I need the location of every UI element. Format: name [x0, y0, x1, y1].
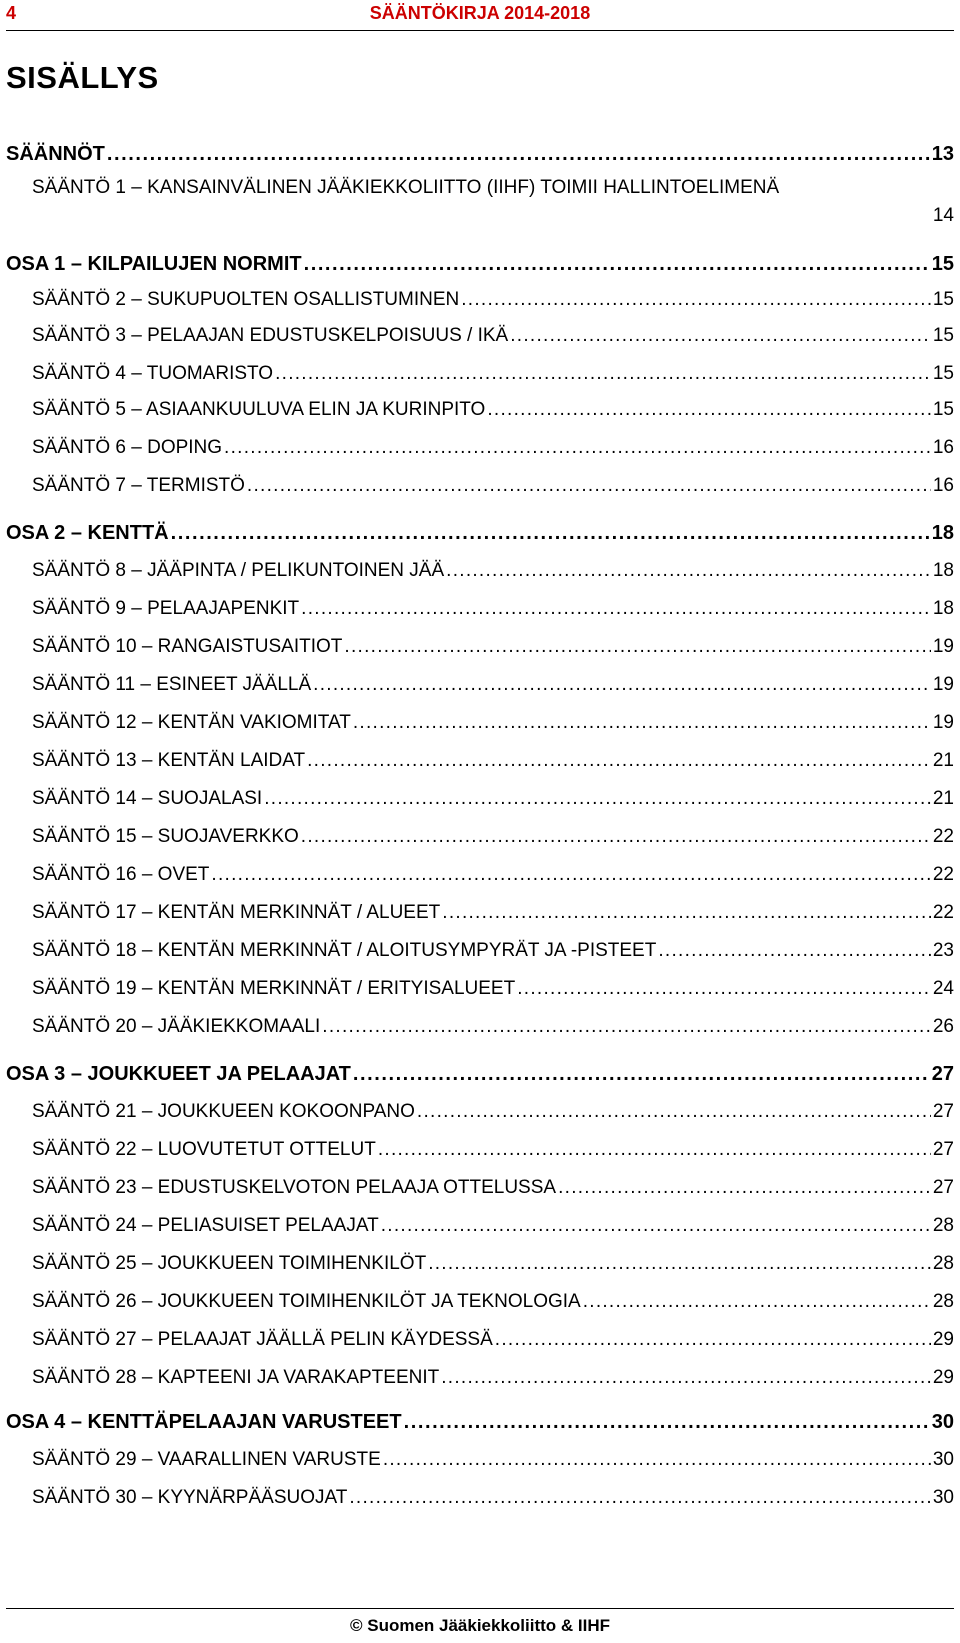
- toc-entry-label: SÄÄNTÖ 18 – KENTÄN MERKINNÄT / ALOITUSYMPYRÄT JA -PISTEET: [32, 940, 657, 961]
- toc-entry-page: 27: [932, 1177, 954, 1198]
- toc-entry[interactable]: [6, 788, 954, 814]
- toc-entry-page: 15: [932, 325, 954, 346]
- toc-leader-dots: [304, 253, 930, 276]
- toc-entry-label: SÄÄNTÖ 4 – TUOMARISTO: [32, 363, 274, 384]
- toc-entry-page: 18: [932, 598, 954, 619]
- toc-entry-page: 19: [932, 636, 954, 657]
- toc-entry-label: SÄÄNTÖ 29 – VAARALLINEN VARUSTE: [32, 1449, 381, 1470]
- toc-leader-dots: [301, 598, 931, 620]
- toc-leader-dots: [510, 325, 931, 347]
- toc-entry-page: 23: [932, 940, 954, 961]
- toc-entry-label: SÄÄNTÖ 13 – KENTÄN LAIDAT: [32, 750, 306, 771]
- toc-entry[interactable]: [6, 1101, 954, 1127]
- toc-section-heading[interactable]: [6, 1411, 954, 1437]
- toc-entry-label: SÄÄNTÖ 2 – SUKUPUOLTEN OSALLISTUMINEN: [32, 289, 460, 310]
- toc-entry-page: 22: [932, 902, 954, 923]
- toc-entry-label: SÄÄNTÖ 26 – JOUKKUEEN TOIMIHENKILÖT JA TEKNOLOGIA: [32, 1291, 581, 1312]
- toc-entry-label: SÄÄNTÖ 10 – RANGAISTUSAITIOT: [32, 636, 343, 657]
- toc-leader-dots: [264, 788, 931, 810]
- toc-entry-page: 27: [932, 1101, 954, 1122]
- toc-leader-dots: [344, 636, 930, 658]
- toc-section-heading[interactable]: [6, 253, 954, 279]
- toc-leader-dots: [517, 978, 931, 1000]
- toc-section-heading[interactable]: [6, 522, 954, 548]
- toc-entry-page: 19: [932, 712, 954, 733]
- toc-leader-dots: [417, 1101, 931, 1123]
- toc-entry[interactable]: [6, 363, 954, 389]
- toc-leader-dots: [441, 1367, 931, 1389]
- toc-entry-page: 15: [932, 363, 954, 384]
- toc-entry-label: OSA 1 – KILPAILUJEN NORMIT: [6, 253, 302, 275]
- page-header: [0, 0, 960, 30]
- toc-entry-label: SÄÄNTÖ 23 – EDUSTUSKELVOTON PELAAJA OTTELUSSA: [32, 1177, 557, 1198]
- toc-leader-dots: [349, 1487, 931, 1509]
- toc-leader-dots: [558, 1177, 931, 1199]
- toc-leader-dots: [495, 1329, 931, 1351]
- toc-entry-label: SÄÄNTÖ 20 – JÄÄKIEKKOMAALI: [32, 1016, 321, 1037]
- toc-leader-dots: [353, 1063, 930, 1086]
- toc-entry-label: SÄÄNNÖT: [6, 143, 105, 165]
- toc-entry-label: OSA 2 – KENTTÄ: [6, 522, 169, 544]
- toc-entry-label: OSA 3 – JOUKKUEET JA PELAAJAT: [6, 1063, 351, 1085]
- footer-divider: [6, 1608, 954, 1609]
- toc-leader-dots: [381, 1215, 931, 1237]
- toc-entry-page: 15: [932, 289, 954, 310]
- toc-entry[interactable]: [6, 598, 954, 624]
- toc-entry[interactable]: [6, 674, 954, 700]
- toc-entry[interactable]: [6, 1449, 954, 1475]
- toc-entry-label: SÄÄNTÖ 21 – JOUKKUEEN KOKOONPANO: [32, 1101, 415, 1122]
- toc-entry-page: 15: [932, 399, 954, 420]
- toc-entry[interactable]: [6, 560, 954, 586]
- header-page-number: 4: [6, 3, 17, 23]
- toc-entry[interactable]: [6, 177, 954, 231]
- toc-entry[interactable]: [6, 1139, 954, 1165]
- toc-entry[interactable]: [6, 289, 954, 315]
- toc-entry[interactable]: [6, 978, 954, 1004]
- toc-entry-page: 28: [932, 1215, 954, 1236]
- toc-entry[interactable]: [6, 902, 954, 928]
- toc-entry-label: SÄÄNTÖ 3 – PELAAJAN EDUSTUSKELPOISUUS / IKÄ: [32, 325, 509, 346]
- toc-entry-label: SÄÄNTÖ 12 – KENTÄN VAKIOMITAT: [32, 712, 351, 733]
- toc-entry[interactable]: [6, 636, 954, 662]
- toc-entry-page: 16: [932, 437, 954, 458]
- toc-entry[interactable]: [6, 1291, 954, 1317]
- toc-entry-label: SÄÄNTÖ 15 – SUOJAVERKKO: [32, 826, 299, 847]
- footer-copyright: © Suomen Jääkiekkoliitto & IIHF: [349, 1616, 611, 1635]
- toc-entry-page: 30: [932, 1449, 954, 1470]
- toc-entry-label: SÄÄNTÖ 16 – OVET: [32, 864, 210, 885]
- toc-entry-page: 15: [931, 253, 954, 275]
- toc-leader-dots: [313, 674, 931, 696]
- toc-entry[interactable]: [6, 1177, 954, 1203]
- toc-entry-label: SÄÄNTÖ 17 – KENTÄN MERKINNÄT / ALUEET: [32, 902, 441, 923]
- toc-entry[interactable]: [6, 1329, 954, 1355]
- toc-entry[interactable]: [6, 940, 954, 966]
- toc-entry-label: SÄÄNTÖ 14 – SUOJALASI: [32, 788, 263, 809]
- toc-leader-dots: [275, 363, 931, 385]
- toc-entry-label: SÄÄNTÖ 28 – KAPTEENI JA VARAKAPTEENIT: [32, 1367, 440, 1388]
- toc-leader-dots: [247, 475, 931, 497]
- toc-entry-page: 30: [932, 1487, 954, 1508]
- toc-leader-dots: [583, 1291, 931, 1313]
- toc-leader-dots: [383, 1449, 931, 1471]
- toc-entry-label: SÄÄNTÖ 24 – PELIASUISET PELAAJAT: [32, 1215, 379, 1236]
- toc-leader-dots: [428, 1253, 931, 1275]
- toc-leader-dots: [442, 902, 931, 924]
- toc-leader-dots: [224, 437, 931, 459]
- toc-entry-label: SÄÄNTÖ 1 – KANSAINVÄLINEN JÄÄKIEKKOLIITTO (IIHF) TOIMII HALLINTOELIMENÄ: [32, 177, 780, 198]
- toc-entry-page: 27: [931, 1063, 954, 1085]
- toc-entry-label: SÄÄNTÖ 25 – JOUKKUEEN TOIMIHENKILÖT: [32, 1253, 427, 1274]
- toc-entry[interactable]: [6, 1253, 954, 1279]
- toc-entry[interactable]: [6, 864, 954, 890]
- toc-leader-dots: [446, 560, 931, 582]
- toc-entry[interactable]: [6, 826, 954, 852]
- toc-leader-dots: [301, 826, 931, 848]
- toc-entry-page: 21: [932, 788, 954, 809]
- toc-entry-label: SÄÄNTÖ 6 – DOPING: [32, 437, 223, 458]
- toc-entry[interactable]: [6, 475, 954, 501]
- toc-entry-label: SÄÄNTÖ 5 – ASIAANKUULUVA ELIN JA KURINPITO: [32, 399, 486, 420]
- toc-entry-page: 21: [932, 750, 954, 771]
- toc-entry[interactable]: [6, 712, 954, 738]
- toc-entry[interactable]: [6, 1215, 954, 1241]
- toc-entry[interactable]: [6, 1367, 954, 1393]
- toc-entry[interactable]: [6, 1487, 954, 1513]
- page-title: SISÄLLYS: [6, 60, 159, 95]
- toc-entry[interactable]: [6, 437, 954, 463]
- toc-entry-label: SÄÄNTÖ 27 – PELAAJAT JÄÄLLÄ PELIN KÄYDESSÄ: [32, 1329, 493, 1350]
- toc-section-heading[interactable]: [6, 143, 954, 169]
- toc-entry-page: 28: [932, 1291, 954, 1312]
- toc-leader-dots: [107, 143, 930, 166]
- toc-entry-page: 30: [931, 1411, 954, 1433]
- toc-entry-page: 18: [932, 560, 954, 581]
- toc-entry-page: 29: [932, 1367, 954, 1388]
- toc-entry-label: SÄÄNTÖ 11 – ESINEET JÄÄLLÄ: [32, 674, 312, 695]
- toc-entry[interactable]: [6, 1016, 954, 1042]
- toc-entry-label: SÄÄNTÖ 8 – JÄÄPINTA / PELIKUNTOINEN JÄÄ: [32, 560, 445, 581]
- toc-entry-label: SÄÄNTÖ 19 – KENTÄN MERKINNÄT / ERITYISALUEET: [32, 978, 516, 999]
- toc-entry-page: 14: [932, 205, 954, 226]
- toc-leader-dots: [322, 1016, 931, 1038]
- toc-leader-dots: [211, 864, 930, 886]
- toc-entry-label: SÄÄNTÖ 30 – KYYNÄRPÄÄSUOJAT: [32, 1487, 348, 1508]
- toc-entry-page: 19: [932, 674, 954, 695]
- toc-entry-page: 29: [932, 1329, 954, 1350]
- toc-entry[interactable]: [6, 750, 954, 776]
- toc-section-heading[interactable]: [6, 1063, 954, 1089]
- toc-entry-page: 13: [931, 143, 954, 165]
- header-title: SÄÄNTÖKIRJA 2014-2018: [369, 3, 591, 23]
- toc-entry-page: 26: [932, 1016, 954, 1037]
- toc-leader-dots: [378, 1139, 931, 1161]
- toc-entry-label: SÄÄNTÖ 22 – LUOVUTETUT OTTELUT: [32, 1139, 376, 1160]
- toc-entry[interactable]: [6, 399, 954, 425]
- toc-entry-label: SÄÄNTÖ 9 – PELAAJAPENKIT: [32, 598, 300, 619]
- toc-leader-dots: [353, 712, 931, 734]
- toc-entry-page: 16: [932, 475, 954, 496]
- toc-entry-page: 27: [932, 1139, 954, 1160]
- toc-leader-dots: [461, 289, 931, 311]
- toc-entry-page: 22: [932, 826, 954, 847]
- toc-entry-label: SÄÄNTÖ 7 – TERMISTÖ: [32, 475, 245, 496]
- toc-entry-label: OSA 4 – KENTTÄPELAAJAN VARUSTEET: [6, 1411, 402, 1433]
- toc-leader-dots: [404, 1411, 930, 1434]
- toc-entry-page: 18: [931, 522, 954, 544]
- toc-leader-dots: [487, 399, 931, 421]
- toc-entry[interactable]: [6, 325, 954, 351]
- toc-leader-dots: [307, 750, 931, 772]
- header-divider: [6, 30, 954, 31]
- toc-leader-dots: [171, 522, 930, 545]
- toc-entry-page: 24: [932, 978, 954, 999]
- toc-entry-page: 22: [932, 864, 954, 885]
- toc-entry-page: 28: [932, 1253, 954, 1274]
- toc-leader-dots: [658, 940, 931, 962]
